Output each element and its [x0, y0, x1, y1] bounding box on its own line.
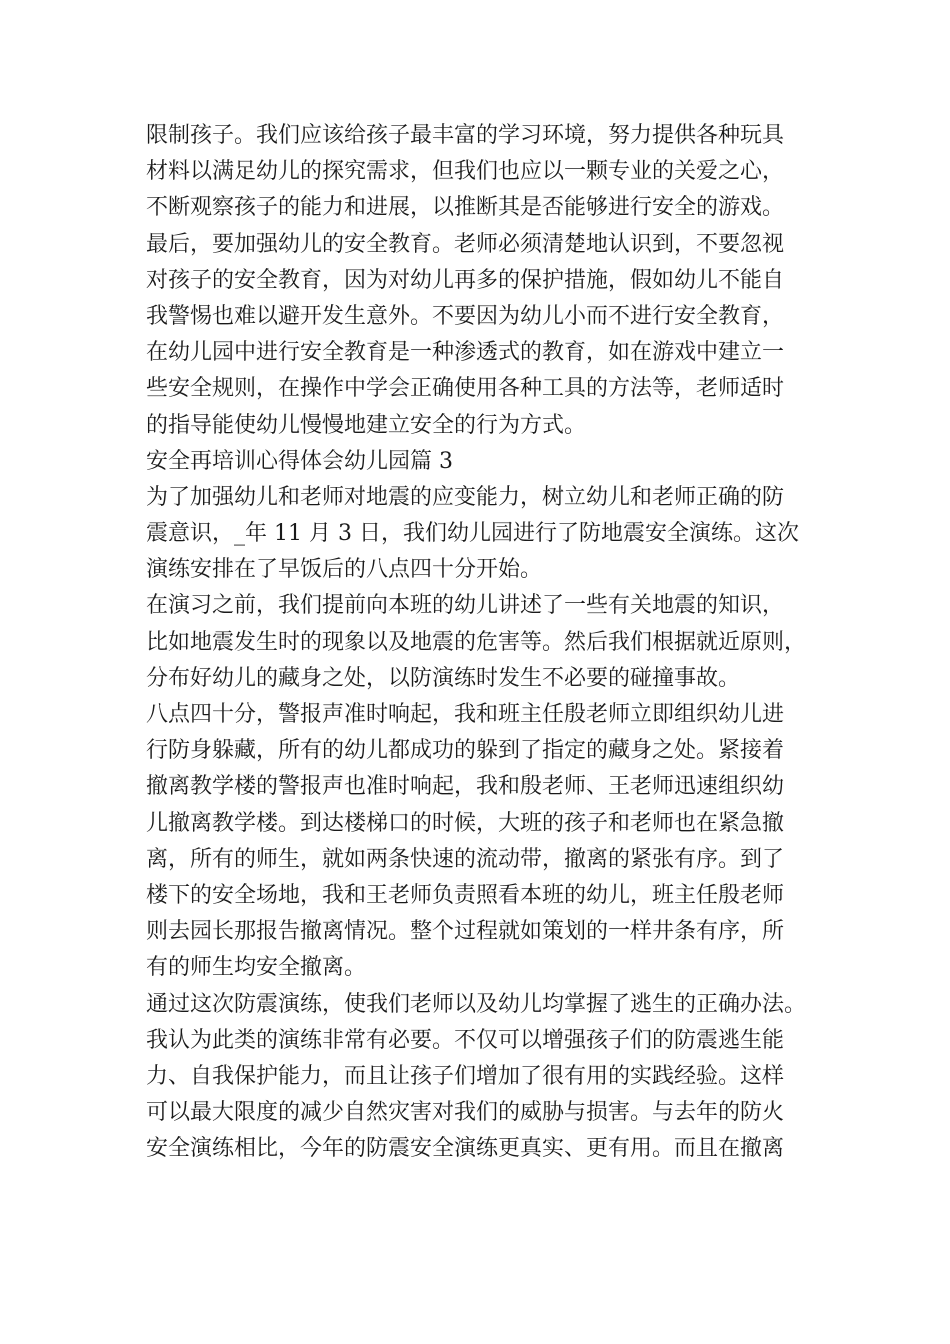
text-line: 震意识，_年 11 月 3 日，我们幼儿园进行了防地震安全演练。这次: [146, 521, 799, 547]
section-heading: 安全再培训心得体会幼儿园篇 3: [146, 448, 453, 474]
body-text: [146, 118, 836, 1167]
text-line: 些安全规则，在操作中学会正确使用各种工具的方法等，老师适时: [146, 376, 785, 402]
text-line: 离，所有的师生，就如两条快速的流动带，撤离的紧张有序。到了: [146, 846, 785, 872]
text-line: 撤离教学楼的警报声也准时响起，我和殷老师、王老师迅速组织幼: [146, 774, 785, 800]
text-line: 有的师生均安全撤离。: [146, 955, 367, 981]
text-line: 比如地震发生时的现象以及地震的危害等。然后我们根据就近原则，: [146, 629, 807, 655]
text-line: 对孩子的安全教育，因为对幼儿再多的保护措施，假如幼儿不能自: [146, 267, 785, 293]
text-line: 安全演练相比，今年的防震安全演练更真实、更有用。而且在撤离: [146, 1136, 785, 1162]
text-line: 不断观察孩子的能力和进展，以推断其是否能够进行安全的游戏。: [146, 195, 785, 221]
text-line: 材料以满足幼儿的探究需求，但我们也应以一颗专业的关爱之心，: [146, 159, 785, 185]
text-line: 儿撤离教学楼。到达楼梯口的时候，大班的孩子和老师也在紧急撤: [146, 810, 785, 836]
text-line: 可以最大限度的减少自然灾害对我们的威胁与损害。与去年的防火: [146, 1100, 785, 1126]
text-line: 为了加强幼儿和老师对地震的应变能力，树立幼儿和老师正确的防: [146, 484, 785, 510]
text-line: 在幼儿园中进行安全教育是一种渗透式的教育，如在游戏中建立一: [146, 340, 785, 366]
text-line: 我警惕也难以避开发生意外。不要因为幼儿小而不进行安全教育，: [146, 303, 785, 329]
text-line: 通过这次防震演练，使我们老师以及幼儿均掌握了逃生的正确办法。: [146, 991, 807, 1017]
text-line: 在演习之前，我们提前向本班的幼儿讲述了一些有关地震的知识，: [146, 593, 785, 619]
text-line: 最后，要加强幼儿的安全教育。老师必须清楚地认识到，不要忽视: [146, 231, 785, 257]
text-line: 八点四十分，警报声准时响起，我和班主任殷老师立即组织幼儿进: [146, 702, 785, 727]
text-line: 我认为此类的演练非常有必要。不仅可以增强孩子们的防震逃生能: [146, 1027, 785, 1053]
text-line: 演练安排在了早饭后的八点四十分开始。: [146, 557, 543, 583]
text-line: 则去园长那报告撤离情况。整个过程就如策划的一样井条有序，所: [146, 919, 785, 945]
text-line: 行防身躲藏，所有的幼儿都成功的躲到了指定的藏身之处。紧接着: [146, 738, 785, 764]
text-line: 限制孩子。我们应该给孩子最丰富的学习环境，努力提供各种玩具: [146, 123, 785, 148]
text-line: 力、自我保护能力，而且让孩子们增加了很有用的实践经验。这样: [146, 1063, 785, 1089]
text-line: 的指导能使幼儿慢慢地建立安全的行为方式。: [146, 412, 587, 438]
text-line: 楼下的安全场地，我和王老师负责照看本班的幼儿，班主任殷老师: [146, 882, 785, 908]
text-line: 分布好幼儿的藏身之处，以防演练时发生不必要的碰撞事故。: [146, 665, 741, 691]
